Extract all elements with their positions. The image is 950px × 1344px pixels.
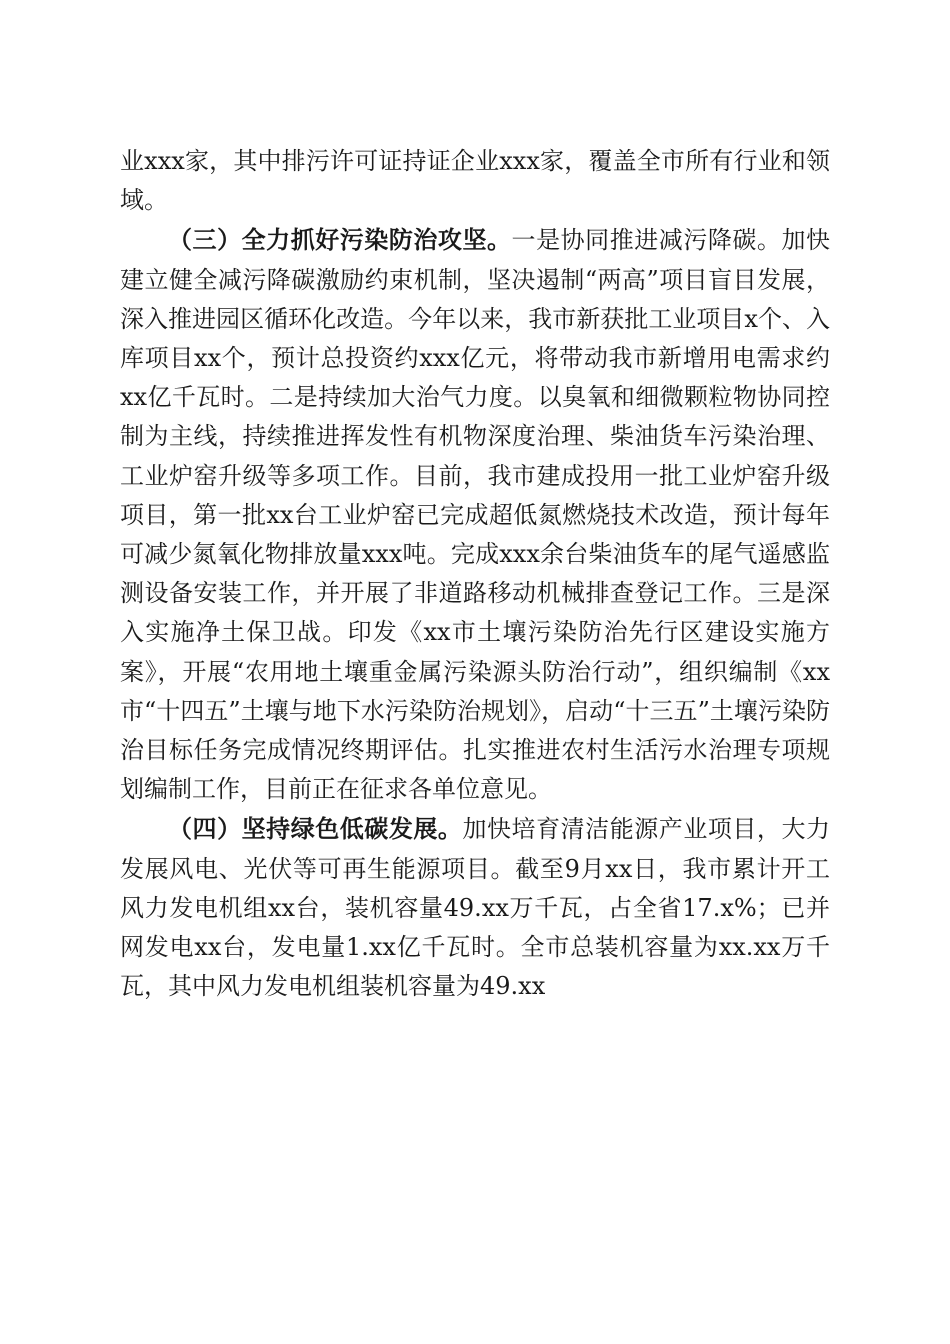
section-4-body: 加快培育清洁能源产业项目，大力发展风电、光伏等可再生能源项目。截至9月xx日，我市累计开工风力发电机组xx台，装机容量49.xx万千瓦，占全省17.x%；已并网发电xx台，发电量1.xx亿千瓦时。全市总装机容量为xx.xx万千瓦，其中风力发电机组装机容量为49.xx [120,815,831,1001]
document-body [120,142,830,1006]
section-3-body: 一是协同推进减污降碳。加快建立健全减污降碳激励约束机制，坚决遏制“两高”项目盲目发展，深入推进园区循环化改造。今年以来，我市新获批工业项目x个、入库项目xx个，预计总投资约xxx亿元，将带动我市新增用电需求约xx亿千瓦时。二是持续加大治气力度。以臭氧和细微颗粒物协同控制为主线，持续推进挥发性有机物深度治理、柴油货车污染治理、工业炉窑升级等多项工作。目前，我市建成投用一批工业炉窑升级项目，第一批xx台工业炉窑已完成超低氮燃烧技术改造，预计每年可减少氮氧化物排放量xxx吨。完成xxx余台柴油货车的尾气遥感监测设备安装工作，并开展了非道路移动机械排查登记工作。三是深入实施净土保卫战。印发《xx市土壤污染防治先行区建设实施方案》，开展“农用地土壤重金属污染源头防治行动”，组织编制《xx市“十四五”土壤与地下水污染防治规划》，启动“十三五”土壤污染防治目标任务完成情况终期评估。扎实推进农村生活污水治理专项规划编制工作，目前正在征求各单位意见。 [120,226,831,804]
paragraph-continuation-text: 业xxx家，其中排污许可证持证企业xxx家，覆盖全市所有行业和领域。 [120,147,830,215]
paragraph-section-4 [120,809,830,1006]
section-3-heading: （三）全力抓好污染防治攻坚。 [168,225,512,255]
paragraph-continuation [120,142,830,220]
section-4-heading: （四）坚持绿色低碳发展。 [168,814,463,844]
paragraph-section-3 [120,220,830,809]
